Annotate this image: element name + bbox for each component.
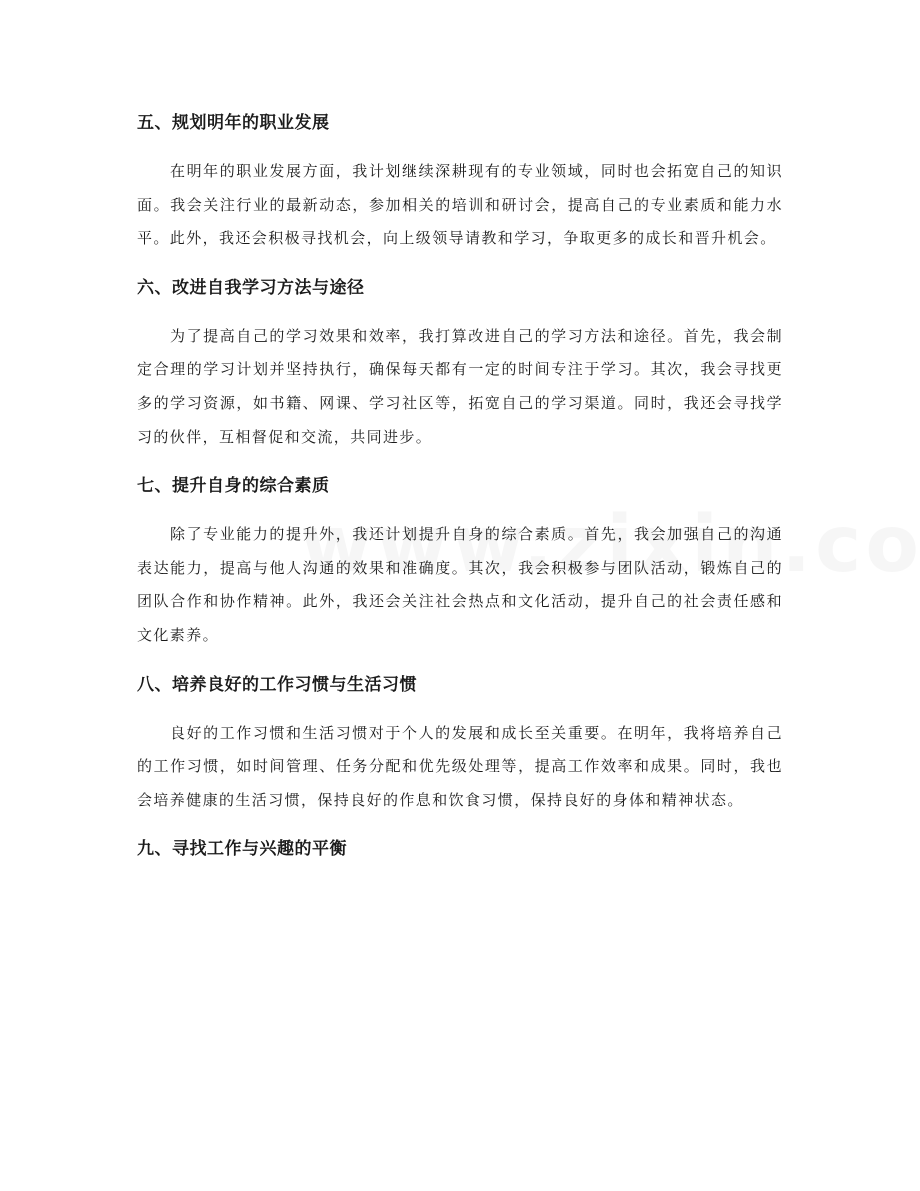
section-5 (137, 106, 783, 256)
document-body (137, 106, 783, 866)
section-8 (137, 668, 783, 818)
section-paragraph: 良好的工作习惯和生活习惯对于个人的发展和成长至关重要。在明年，我将培养自己的工作习惯，如时间管理、任务分配和优先级处理等，提高工作效率和成果。同时，我也会培养健康的生活习惯，保持良好的作息和饮食习惯，保持良好的身体和精神状态。 (137, 723, 783, 809)
section-heading: 八、培养良好的工作习惯与生活习惯 (137, 674, 417, 695)
section-6 (137, 271, 783, 454)
section-paragraph: 在明年的职业发展方面，我计划继续深耕现有的专业领域，同时也会拓宽自己的知识面。我会关注行业的最新动态，参加相关的培训和研讨会，提高自己的专业素质和能力水平。此外，我还会积极寻找机会，向上级领导请教和学习，争取更多的成长和晋升机会。 (137, 162, 783, 248)
section-heading: 六、改进自我学习方法与途径 (137, 277, 365, 298)
section-7 (137, 469, 783, 652)
section-heading: 九、寻找工作与兴趣的平衡 (137, 839, 347, 860)
section-9 (137, 832, 783, 866)
section-heading: 五、规划明年的职业发展 (137, 113, 330, 133)
section-paragraph: 除了专业能力的提升外，我还计划提升自身的综合素质。首先，我会加强自己的沟通表达能力，提高与他人沟通的效果和准确度。其次，我会积极参与团队活动，锻炼自己的团队合作和协作精神。此外，我还会关注社会热点和文化活动，提升自己的社会责任感和文化素养。 (137, 525, 783, 644)
section-paragraph: 为了提高自己的学习效果和效率，我打算改进自己的学习方法和途径。首先，我会制定合理的学习计划并坚持执行，确保每天都有一定的时间专注于学习。其次，我会寻找更多的学习资源，如书籍、网课、学习社区等，拓宽自己的学习渠道。同时，我还会寻找学习的伙伴，互相督促和交流，共同进步。 (137, 326, 783, 446)
section-heading: 七、提升自身的综合素质 (137, 476, 330, 497)
